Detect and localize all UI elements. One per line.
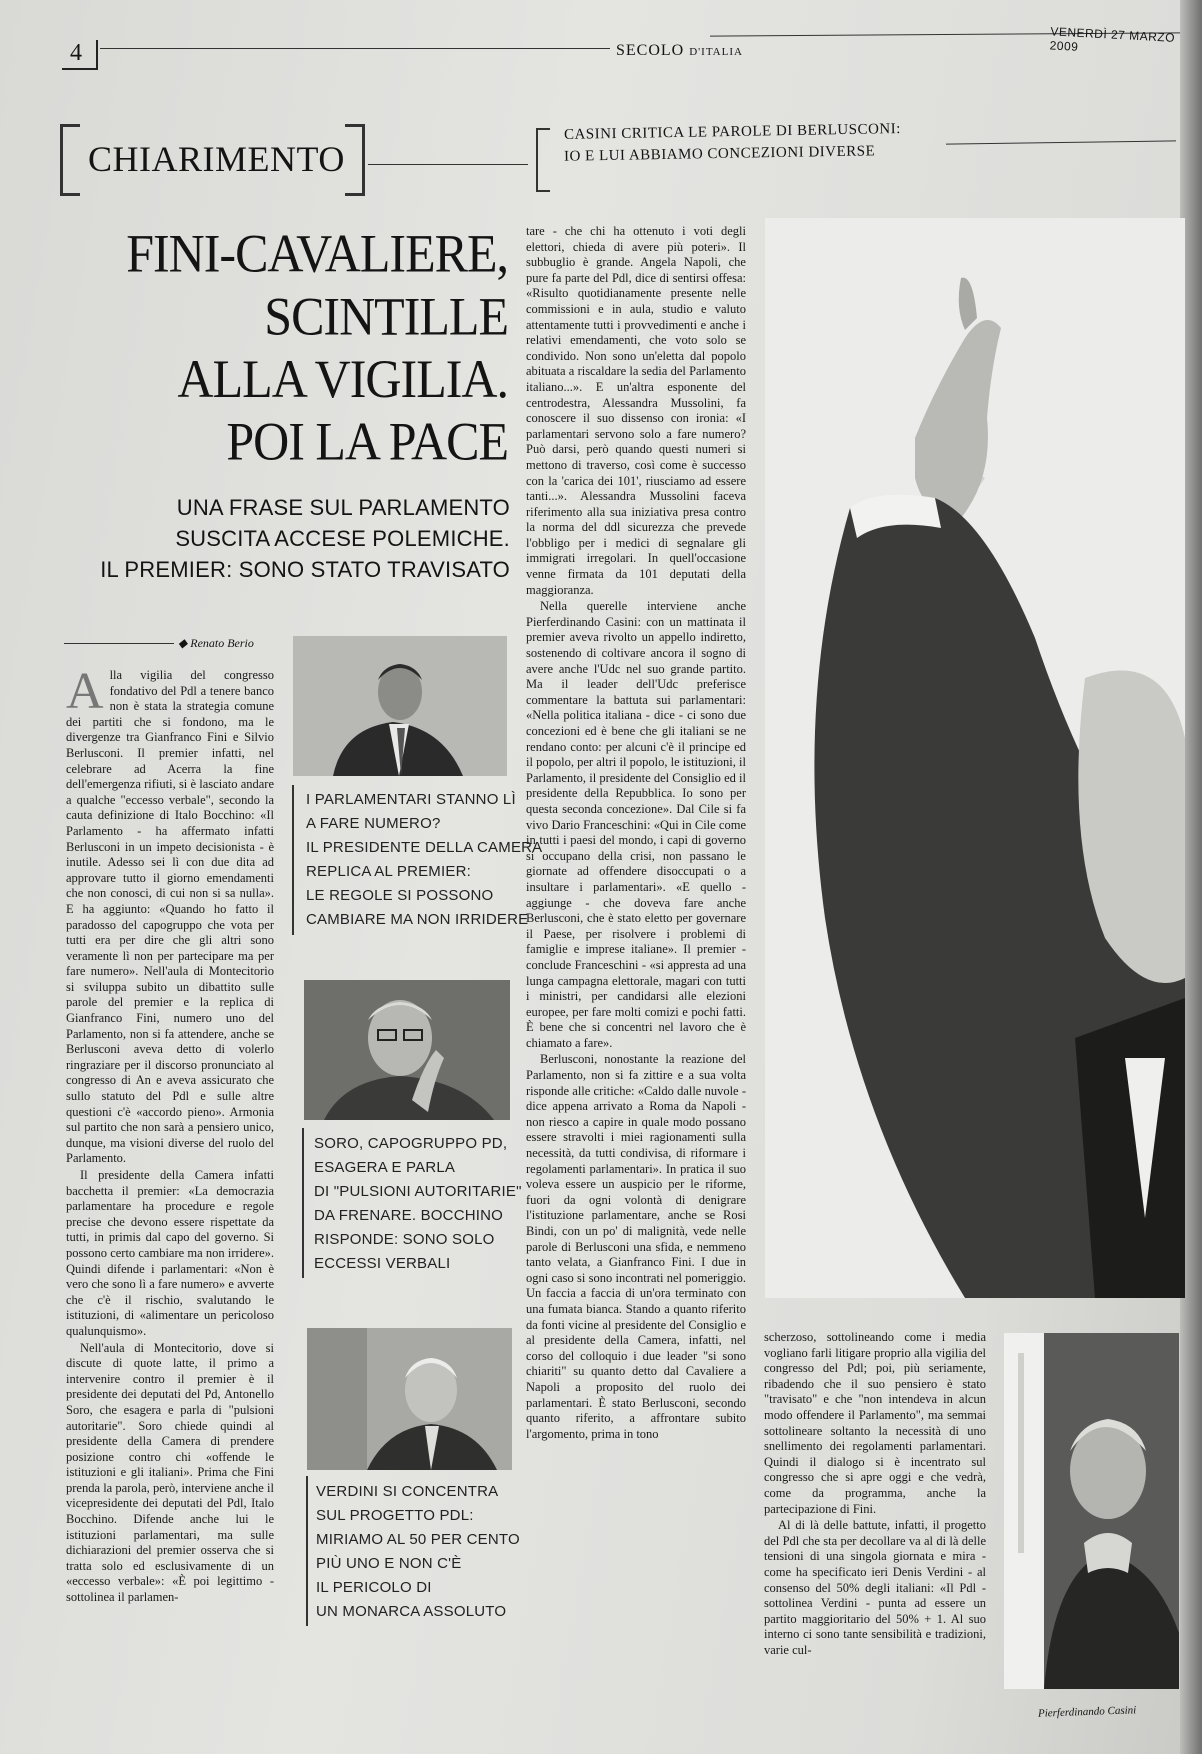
byline: ◆ Renato Berio bbox=[178, 636, 254, 650]
caption-line: DA FRENARE. BOCCHINO bbox=[314, 1207, 504, 1224]
subheadline-line: SUSCITA ACCESE POLEMICHE. bbox=[175, 526, 510, 551]
caption-soro bbox=[314, 1132, 522, 1276]
side-deck bbox=[536, 120, 1176, 190]
headline-line: FINI-CAVALIERE, bbox=[126, 223, 508, 284]
header-rule-left bbox=[100, 48, 610, 49]
photo-casini bbox=[1004, 1333, 1179, 1689]
article-paragraph: Nella querelle interviene anche Pierferdinando Casini: con un mattinata il premier aveva rivolto un appello indiretto, sostenendo di coltivare ancora il sogno di avere anche l'Udc nel suo grande partito. Ma il leader dell'Udc preferisce commentare la battuta sui parlamentari: «Nella politica italiana - dice - ci sono due concezioni ed è bene che gli italiani se ne rendano conto: per alcuni c'è il principe ed il popolo, per altri il popolo, le istituzioni, il Parlamento, il presidente del Consiglio ed il presidente della Repubblica. Io sono per questa seconda concezione». Dal Cile si fa vivo Dario Franceschini: «Qui in Cile come in tutti i paesi del mondo, i capi di governo si occupano della crisi, non passano le giornate ad offendere disoccupati o a insultare i parlamentari». «E quello - aggiunge - che doveva fare anche Berlusconi, che è stato eletto per governare il Paese, per risolvere i problemi di famiglie e imprese italiane». Il premier - conclude Franceschini - «si appresta ad una lunga campagna elettorale, magari con tutti i ministri, per candidarsi alle elezioni europee, per fare molti comizi e pochi fatti. È bene che si concentri nel lavoro che è chiamato a fare». bbox=[526, 599, 746, 1050]
caption-verdini bbox=[316, 1480, 520, 1624]
caption-line: LE REGOLE SI POSSONO bbox=[306, 887, 494, 904]
fini-illustration bbox=[293, 636, 507, 776]
photo-soro bbox=[304, 980, 510, 1120]
verdini-illustration bbox=[307, 1328, 512, 1470]
kicker-word: CHIARIMENTO bbox=[88, 139, 345, 179]
photo-berlusconi bbox=[765, 218, 1185, 1298]
article-paragraph: scherzoso, sottolineando come i media vogliano farli litigare proprio alla vigilia del congresso del Pdl; poi, più seriamente, ribadendo che il suo pensiero è stato "travisato" e che "non intendeva in alcun modo offendere il Parlamento", ma semmai sottolineare soltanto la necessità di uno snellimento dei regolamenti parlamentari. Quindi il dialogo si è incentrato sul congresso che si apre oggi e che vedrà, come da programma, anche la partecipazione di Fini. bbox=[764, 1330, 986, 1516]
subheadline-line: UNA FRASE SUL PARLAMENTO bbox=[176, 495, 510, 520]
caption-line: DI "PULSIONI AUTORITARIE" bbox=[314, 1183, 522, 1200]
byline-rule bbox=[64, 643, 174, 644]
article-column-3 bbox=[764, 1330, 986, 1706]
headline-line: SCINTILLE bbox=[264, 285, 508, 347]
subheadline bbox=[52, 492, 510, 585]
byline-author: Renato Berio bbox=[190, 636, 254, 650]
caption-line: IL PRESIDENTE DELLA CAMERA bbox=[306, 839, 543, 856]
article-paragraph: Il presidente della Camera infatti bacchetta il premier: «La democrazia parlamentare ha procedure e regole precise che devono essere rispettate da tutti, in primis dal capo del governo. Si possono certo cambiare ma non irridere». Quindi difende i parlamentari: «Non è vero che sono lì a fare numero» e avverte che c'è il rischio, svalutando le istituzioni, di «alimentare un pericoloso qualunquismo». bbox=[66, 1168, 274, 1338]
headline bbox=[62, 222, 508, 473]
caption-line: ESAGERA E PARLA bbox=[314, 1159, 456, 1176]
article-paragraph: Berlusconi, nonostante la reazione del Parlamento, non si fa zittire e a sua volta risponde alle critiche: «Caldo dalle nuvole - dice appena arrivato a Roma da Napoli - non riesco a capire in quale modo possano essere stravolti i miei ragionamenti sulla necessità, da tutti condivisa, di riformare i regolamenti parlamentari». In pratica il suo voleva essere un auspicio per le riforme, fuori da ogni volontà di denigrare l'istituzione parlamentare, anche se Rosi Bindi, con un po' di malignità, vede nelle parole di Berlusconi una sfida, e nemmeno tanto velata, a Gianfranco Fini. I due in ogni caso si sono incontrati nel pomeriggio. Un faccia a faccia di un'ora terminato con una fumata bianca. Stando a quanto riferito da fonti vicine al presidente del Consiglio e al presidente della Camera, infatti, nel corso del colloquio i due leader "si sono chiariti" su quanto detto dal Cavaliere a Napoli a proposito del ruolo dei parlamentari. È stato Berlusconi, secondo quanto riferito, a affrontare subito l'argomento, prima in tono bbox=[526, 1052, 746, 1441]
article-paragraph: Nell'aula di Montecitorio, dove si discute di quote latte, il primo a intervenire contro il premier è il presidente dei deputati del Pd, Antonello Soro, che esagera e parla di "pulsioni autoritarie". Soro chiede quindi al presidente della Camera di prendere posizione contro chi «offende le istituzioni e gli italiani». Prima che Fini prenda la parola, però, interviene anche il vicepresidente dei deputati del Pdl, Italo Bocchino. Difende anche lui le istituzioni parlamentari, ma sulle dichiarazioni del premier osserva che si tratta solo ed esclusivamente di un «eccesso verbale»: «È poi legittimo - sottolinea il parlamen- bbox=[66, 1340, 274, 1605]
publication-suffix: D'ITALIA bbox=[689, 46, 743, 58]
subheadline-line: IL PREMIER: SONO STATO TRAVISATO bbox=[100, 557, 510, 582]
caption-line: A FARE NUMERO? bbox=[306, 815, 441, 832]
caption-line: SORO, CAPOGRUPPO PD, bbox=[314, 1135, 508, 1152]
running-header bbox=[60, 24, 1190, 78]
caption-fini bbox=[306, 788, 542, 932]
caption-line: RISPONDE: SONO SOLO bbox=[314, 1231, 495, 1248]
article-paragraph bbox=[66, 668, 274, 1167]
berlusconi-illustration bbox=[765, 218, 1185, 1298]
caption-line: UN MONARCA ASSOLUTO bbox=[316, 1603, 507, 1620]
caption-line: IL PERICOLO DI bbox=[316, 1579, 432, 1596]
article-paragraph-text: lla vigilia del congresso fondativo del Pdl a tenere banco non è stata la strategia comune dei partiti che si fondono, ma le divergenze tra Gianfranco Fini e Silvio Berlusconi. Il premier infatti, nel celebrare ad Acerra la fine dell'emergenza rifiuti, si è lasciato andare a qualche "eccesso verbale", secondo la cauta definizione di Italo Bocchino: «Il Parlamento - ha affermato infatti Berlusconi in un impeto decisionista - è inutile. Adesso sei lì con due dita ad approvare tutto il giorno emendamenti che non conosci, di cui non si sa nulla». E ha aggiunto: «Quando ho fatto il paradosso del capogruppo che vota per tutti era per dire che gli altri sono veramente lì non per partecipare ma per fare numero». Nell'aula di Montecitorio si sviluppa subito un dibattito sulle parole del premier e la replica di Gianfranco Fini, numero uno del Parlamento, non si fa attendere, anche se Berlusconi aveva detto di volerlo ringraziare per il discorso pronunciato al congresso di An e aveva assicurato che sullo statuto del Pdl e sulle altre questioni c'è «accordo pieno». Armonia sul partito che non sarà a pensiero unico, dunque, ma visioni diverse del ruolo del Parlamento. bbox=[66, 668, 274, 1166]
headline-line: ALLA VIGILIA. bbox=[177, 348, 508, 409]
issue-date: VENERDÌ 27 MARZO 2009 bbox=[1049, 24, 1176, 54]
kicker-bracket-right bbox=[345, 124, 365, 196]
deck-rule bbox=[946, 140, 1176, 144]
casini-illustration bbox=[1004, 1333, 1179, 1689]
caption-line: CAMBIARE MA NON IRRIDERE bbox=[306, 911, 529, 928]
photo-fini bbox=[293, 636, 507, 776]
deck-line-1: CASINI CRITICA LE PAROLE DI BERLUSCONI: bbox=[563, 121, 901, 143]
article-paragraph: tare - che chi ha ottenuto i voti degli elettori, chieda di avere più poteri». Il subbuglio è grande. Angela Napoli, che pure fa parte del Pdl, dice di sentirsi offesa: «Risulto quotidianamente presente nelle commissioni e in aula, studio e valuto attentamente tutti i provvedimenti e anche i relativi emendamenti, che voto solo se condivido. Non sono un'eletta dal popolo abituata a riscaldare la sedia del Parlamento italiano...». E un'altra esponente del centrodestra, Alessandra Mussolini, fa conoscere il suo dissenso con ironia: «I parlamentari servono solo a fare numero? Può darsi, però quando questi numeri si mettono di traverso, così come è successo con la 'carica dei 101', riusciamo ad essere tanti...». Alessandra Mussolini faceva riferimento alla sua iniziativa presa contro la norma del ddl sicurezza che prevede l'obbligo per i medici di segnalare gli immigrati irregolari. In quell'occasione venne firmata da 101 deputati della maggioranza. bbox=[526, 224, 746, 597]
headline-line: POI LA PACE bbox=[226, 411, 508, 472]
publication-main: SECOLO bbox=[616, 42, 685, 59]
deck-line-2: IO E LUI ABBIAMO CONCEZIONI DIVERSE bbox=[563, 143, 876, 165]
caption-bar bbox=[292, 785, 294, 935]
deck-bracket bbox=[536, 128, 550, 192]
soro-illustration bbox=[304, 980, 510, 1120]
caption-line: I PARLAMENTARI STANNO LÌ bbox=[306, 791, 516, 808]
caption-casini: Pierferdinando Casini bbox=[1037, 1704, 1137, 1720]
caption-line: ECCESSI VERBALI bbox=[314, 1255, 451, 1272]
caption-line: MIRIAMO AL 50 PER CENTO bbox=[316, 1531, 520, 1548]
caption-line: PIÙ UNO E NON C'È bbox=[316, 1555, 462, 1572]
caption-line: VERDINI SI CONCENTRA bbox=[316, 1483, 499, 1500]
caption-bar bbox=[302, 1128, 304, 1278]
publication-name bbox=[616, 42, 743, 60]
kicker-bracket-left bbox=[60, 124, 80, 196]
caption-line: REPLICA AL PREMIER: bbox=[306, 863, 471, 880]
kicker-rule bbox=[368, 164, 528, 165]
article-column-1 bbox=[66, 668, 274, 1700]
section-kicker bbox=[60, 124, 530, 204]
drop-cap: A bbox=[66, 668, 104, 720]
page-number: 4 bbox=[62, 40, 98, 70]
caption-bar bbox=[306, 1476, 308, 1626]
article-column-2 bbox=[526, 224, 746, 1706]
photo-verdini bbox=[307, 1328, 512, 1470]
caption-line: SUL PROGETTO PDL: bbox=[316, 1507, 474, 1524]
article-paragraph: Al di là delle battute, infatti, il progetto del Pdl che sta per decollare va al di là delle tensioni di una singola giornata e mira - come ha specificato ieri Denis Verdini - al consenso del 50% degli italiani: «Il Pdl - sottolinea Verdini - punta ad essere un partito maggioritario del 50% + 1. Al suo interno ci sono tante sensibilità e tradizioni, varie cul- bbox=[764, 1518, 986, 1657]
